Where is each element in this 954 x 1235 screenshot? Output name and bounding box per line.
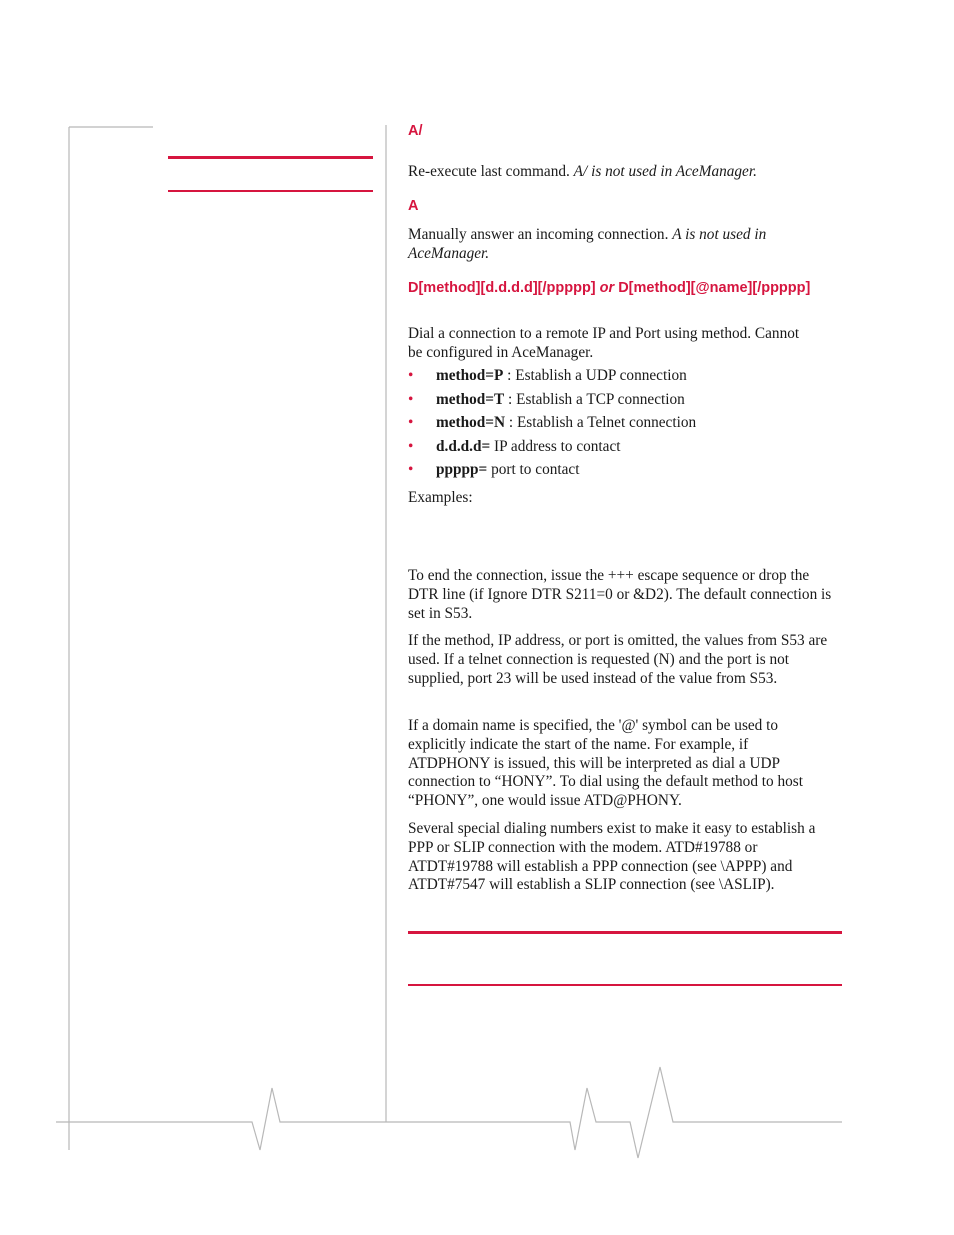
heading-d bbox=[408, 279, 818, 297]
sidebar-rule-bottom bbox=[168, 190, 373, 192]
bullet-icon: • bbox=[408, 437, 414, 455]
method-bullet-list bbox=[408, 367, 838, 485]
bullet-icon: • bbox=[408, 414, 414, 431]
sidebar-rule-top bbox=[168, 156, 373, 159]
paragraph-special-numbers: Several special dialing numbers exist to make it easy to establish a PPP or SLIP connection with the modem. ATD#19788 or ATDT#19788 will establish a PPP connection (see \APPP) and ATDT#7547 will establish a SLIP connection (see \ASLIP). bbox=[408, 820, 816, 894]
list-item bbox=[408, 414, 838, 438]
bullet-icon: • bbox=[408, 461, 414, 478]
bullet-text: port to contact bbox=[487, 461, 580, 478]
bullet-term: method=P bbox=[436, 367, 504, 384]
paragraph-a-slash bbox=[408, 163, 838, 182]
list-item bbox=[408, 391, 838, 415]
bullet-text: IP address to contact bbox=[490, 437, 621, 455]
bullet-text: : Establish a UDP connection bbox=[503, 367, 687, 384]
list-item bbox=[408, 367, 838, 391]
body-text: Manually answer an incoming connection. bbox=[408, 226, 673, 243]
heartbeat-wave-left bbox=[56, 1067, 842, 1158]
examples-label: Examples: bbox=[408, 489, 473, 506]
body-text: Re-execute last command. bbox=[408, 163, 574, 180]
bullet-term: ppppp= bbox=[436, 461, 488, 478]
paragraph-domain-name: If a domain name is specified, the '@' symbol can be used to explicitly indicate the start of the name. For example, if ATDPHONY is issued, this will be interpreted as dial a UDP connection to “HONY”. To dial using the default method to host “PHONY”, one would issue ATD@PHONY. bbox=[408, 717, 804, 810]
bullet-text: : Establish a TCP connection bbox=[504, 390, 685, 408]
bullet-icon: • bbox=[408, 390, 414, 408]
heading-a-slash: A/ bbox=[408, 123, 423, 139]
heading-d-part2: D[method][@name][/ppppp] bbox=[614, 280, 811, 296]
note-text: A is not used in AceManager. bbox=[408, 226, 767, 262]
heading-a: A bbox=[408, 198, 419, 214]
paragraph-omitted-values: If the method, IP address, or port is omitted, the values from S53 are used. If a telnet connection is requested (N) and the port is not supplied, port 23 will be used instead of the value from S53. bbox=[408, 632, 828, 687]
bullet-icon: • bbox=[408, 367, 414, 384]
bullet-text: : Establish a Telnet connection bbox=[505, 414, 697, 431]
paragraph-end-connection: To end the connection, issue the +++ escape sequence or drop the DTR line (if Ignore DTR S211=0 or &D2). The default connection is set in S53. bbox=[408, 567, 832, 622]
main-rule-top bbox=[408, 931, 842, 934]
bullet-term: method=N bbox=[436, 414, 506, 431]
bullet-term: method=T bbox=[436, 390, 505, 408]
bullet-term: d.d.d.d= bbox=[436, 437, 491, 455]
heading-d-part1: D[method][d.d.d.d][/ppppp] bbox=[408, 280, 600, 296]
main-rule-bottom bbox=[408, 984, 842, 986]
list-item bbox=[408, 461, 838, 485]
heading-d-or: or bbox=[599, 280, 615, 296]
paragraph-a bbox=[408, 226, 818, 264]
note-text: A/ is not used in AceManager. bbox=[573, 163, 757, 180]
paragraph-d-intro: Dial a connection to a remote IP and Port using method. Cannot be configured in AceManager. bbox=[408, 325, 800, 361]
list-item bbox=[408, 438, 838, 462]
